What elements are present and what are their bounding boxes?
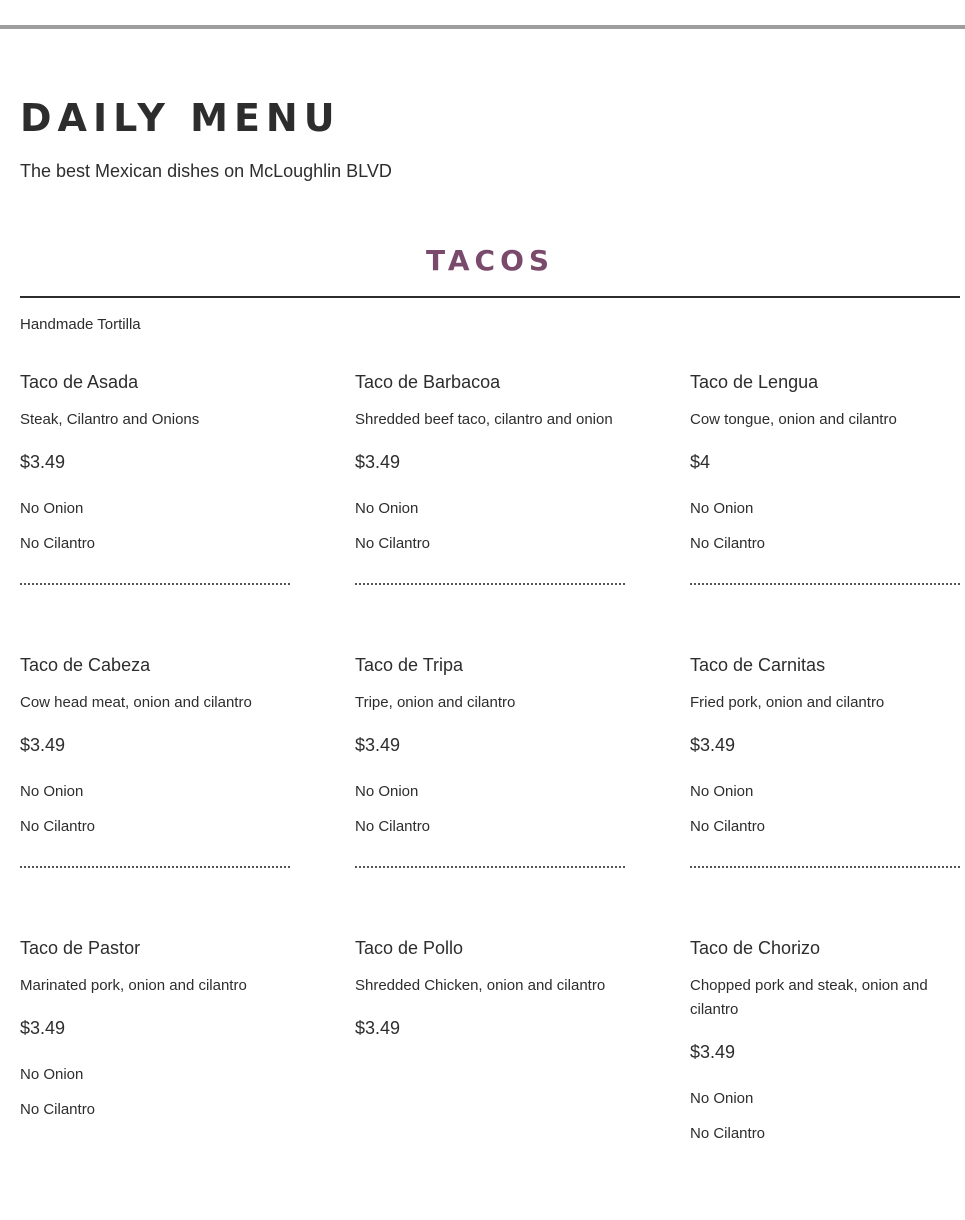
section-note: Handmade Tortilla xyxy=(20,316,141,333)
menu-items-grid xyxy=(20,371,965,1220)
option-no-onion[interactable]: No Onion xyxy=(690,500,754,517)
item-divider xyxy=(355,866,625,868)
option-no-cilantro[interactable]: No Cilantro xyxy=(355,818,431,835)
menu-item xyxy=(690,937,960,1220)
option-no-cilantro[interactable]: No Cilantro xyxy=(355,535,431,552)
item-price: $3.49 xyxy=(20,452,66,472)
option-no-onion[interactable]: No Onion xyxy=(20,1066,84,1083)
option-no-cilantro[interactable]: No Cilantro xyxy=(690,1125,766,1142)
item-description: Steak, Cilantro and Onions xyxy=(20,411,200,428)
item-price: $3.49 xyxy=(690,1042,736,1062)
item-name: Taco de Asada xyxy=(20,372,139,392)
item-name: Taco de Tripa xyxy=(355,655,464,675)
menu-item xyxy=(355,937,625,1220)
item-price: $3.49 xyxy=(20,1018,66,1038)
item-divider xyxy=(690,583,960,585)
option-no-onion[interactable]: No Onion xyxy=(20,500,84,517)
header-divider xyxy=(0,25,965,29)
option-no-cilantro[interactable]: No Cilantro xyxy=(690,535,766,552)
option-no-onion[interactable]: No Onion xyxy=(355,783,419,800)
section-title-tacos: TACOS xyxy=(425,244,555,277)
menu-item xyxy=(20,654,290,937)
item-name: Taco de Chorizo xyxy=(690,938,821,958)
item-price: $3.49 xyxy=(355,1018,401,1038)
item-name: Taco de Carnitas xyxy=(690,655,826,675)
item-price: $4 xyxy=(690,452,711,472)
menu-item xyxy=(355,371,625,654)
item-description: Tripe, onion and cilantro xyxy=(355,694,516,711)
item-divider xyxy=(690,866,960,868)
item-name: Taco de Pastor xyxy=(20,938,141,958)
section-divider xyxy=(20,296,960,298)
menu-item xyxy=(690,371,960,654)
item-name: Taco de Barbacoa xyxy=(355,372,501,392)
item-divider xyxy=(20,866,290,868)
item-divider xyxy=(355,583,625,585)
item-divider xyxy=(20,583,290,585)
menu-item xyxy=(20,371,290,654)
option-no-cilantro[interactable]: No Cilantro xyxy=(20,535,96,552)
item-price: $3.49 xyxy=(690,735,736,755)
item-description: Shredded Chicken, onion and cilantro xyxy=(355,977,606,994)
option-no-onion[interactable]: No Onion xyxy=(690,1090,754,1107)
item-name: Taco de Lengua xyxy=(690,372,819,392)
menu-item xyxy=(690,654,960,937)
item-description: Marinated pork, onion and cilantro xyxy=(20,977,247,994)
item-price: $3.49 xyxy=(20,735,66,755)
option-no-onion[interactable]: No Onion xyxy=(20,783,84,800)
item-name: Taco de Cabeza xyxy=(20,655,151,675)
item-description: Chopped pork and steak, onion and cilantro xyxy=(690,977,928,1018)
item-name: Taco de Pollo xyxy=(355,938,464,958)
item-description: Fried pork, onion and cilantro xyxy=(690,694,885,711)
item-price: $3.49 xyxy=(355,735,401,755)
option-no-cilantro[interactable]: No Cilantro xyxy=(20,1101,96,1118)
option-no-onion[interactable]: No Onion xyxy=(355,500,419,517)
item-price: $3.49 xyxy=(355,452,401,472)
option-no-cilantro[interactable]: No Cilantro xyxy=(690,818,766,835)
menu-item xyxy=(20,937,290,1220)
menu-title: DAILY MENU xyxy=(20,96,341,140)
item-description: Shredded beef taco, cilantro and onion xyxy=(355,411,613,428)
option-no-cilantro[interactable]: No Cilantro xyxy=(20,818,96,835)
item-description: Cow tongue, onion and cilantro xyxy=(690,411,897,428)
menu-item xyxy=(355,654,625,937)
item-description: Cow head meat, onion and cilantro xyxy=(20,694,252,711)
menu-subtitle: The best Mexican dishes on McLoughlin BLVD xyxy=(20,161,392,181)
option-no-onion[interactable]: No Onion xyxy=(690,783,754,800)
